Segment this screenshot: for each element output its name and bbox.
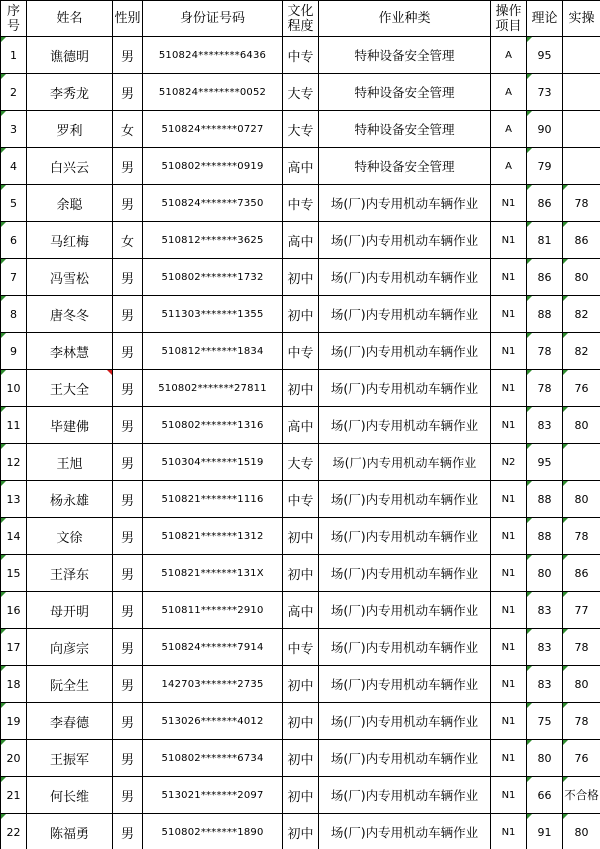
cell-no[interactable]: 18	[1, 666, 27, 703]
table-row	[1, 111, 600, 148]
cell-job-type[interactable]: 场(厂)内专用机动车辆作业	[319, 814, 491, 849]
cell-education[interactable]: 初中	[283, 703, 319, 740]
cell-practice[interactable]: 76	[563, 370, 600, 407]
cell-no[interactable]: 11	[1, 407, 27, 444]
cell-job-type[interactable]: 场(厂)内专用机动车辆作业	[319, 592, 491, 629]
cell-education[interactable]: 中专	[283, 185, 319, 222]
cell-no[interactable]: 9	[1, 333, 27, 370]
cell-id-number[interactable]: 510802*******27811	[143, 370, 283, 407]
cell-job-type[interactable]: 场(厂)内专用机动车辆作业	[319, 333, 491, 370]
cell-no[interactable]: 6	[1, 222, 27, 259]
table-row	[1, 592, 600, 629]
cell-practice[interactable]	[563, 444, 600, 481]
header-practice[interactable]: 实操	[563, 1, 600, 37]
cell-id-number[interactable]: 510824*******7914	[143, 629, 283, 666]
header-id[interactable]: 身份证号码	[143, 1, 283, 37]
cell-operation[interactable]: N1	[491, 555, 527, 592]
cell-no[interactable]: 20	[1, 740, 27, 777]
cell-theory[interactable]: 88	[527, 518, 563, 555]
cell-practice[interactable]: 78	[563, 629, 600, 666]
table-row	[1, 740, 600, 777]
cell-no[interactable]: 3	[1, 111, 27, 148]
cell-no[interactable]: 12	[1, 444, 27, 481]
cell-practice[interactable]	[563, 74, 600, 111]
cell-no[interactable]: 22	[1, 814, 27, 849]
cell-theory[interactable]: 86	[527, 185, 563, 222]
cell-no[interactable]: 15	[1, 555, 27, 592]
cell-operation[interactable]: N1	[491, 481, 527, 518]
cell-no[interactable]: 21	[1, 777, 27, 814]
cell-name[interactable]: 李秀龙	[27, 74, 113, 111]
cell-operation[interactable]: N1	[491, 333, 527, 370]
cell-id-number[interactable]: 510821*******131X	[143, 555, 283, 592]
cell-practice[interactable]	[563, 111, 600, 148]
cell-operation[interactable]: N1	[491, 370, 527, 407]
cell-job-type[interactable]: 特种设备安全管理	[319, 148, 491, 185]
cell-name[interactable]: 李春德	[27, 703, 113, 740]
cell-theory[interactable]: 78	[527, 333, 563, 370]
table-row	[1, 37, 600, 74]
cell-sex[interactable]: 男	[113, 444, 143, 481]
cell-no[interactable]: 14	[1, 518, 27, 555]
header-op[interactable]: 操作项目	[491, 1, 527, 37]
cell-operation[interactable]: N1	[491, 259, 527, 296]
header-row	[1, 1, 600, 37]
cell-practice[interactable]: 86	[563, 222, 600, 259]
cell-operation[interactable]: N1	[491, 185, 527, 222]
cell-job-type[interactable]: 场(厂)内专用机动车辆作业	[319, 629, 491, 666]
cell-id-number[interactable]: 513026*******4012	[143, 703, 283, 740]
cell-education[interactable]: 初中	[283, 814, 319, 849]
cell-operation[interactable]: N1	[491, 666, 527, 703]
cell-education[interactable]: 中专	[283, 629, 319, 666]
cell-job-type[interactable]: 场(厂)内专用机动车辆作业	[319, 777, 491, 814]
cell-sex[interactable]: 男	[113, 703, 143, 740]
cell-no[interactable]: 8	[1, 296, 27, 333]
cell-name[interactable]: 白兴云	[27, 148, 113, 185]
table-row	[1, 481, 600, 518]
cell-theory[interactable]: 95	[527, 444, 563, 481]
cell-operation[interactable]: N1	[491, 740, 527, 777]
cell-sex[interactable]: 男	[113, 777, 143, 814]
cell-job-type[interactable]: 特种设备安全管理	[319, 37, 491, 74]
cell-name[interactable]: 冯雪松	[27, 259, 113, 296]
cell-id-number[interactable]: 513021*******2097	[143, 777, 283, 814]
cell-education[interactable]: 高中	[283, 222, 319, 259]
cell-job-type[interactable]: 场(厂)内专用机动车辆作业	[319, 370, 491, 407]
cell-education[interactable]: 大专	[283, 444, 319, 481]
cell-sex[interactable]: 男	[113, 333, 143, 370]
header-no[interactable]: 序号	[1, 1, 27, 37]
cell-no[interactable]: 2	[1, 74, 27, 111]
cell-id-number[interactable]: 510802*******1316	[143, 407, 283, 444]
table-row	[1, 296, 600, 333]
cell-education[interactable]: 初中	[283, 370, 319, 407]
cell-sex[interactable]: 男	[113, 740, 143, 777]
cell-education[interactable]: 中专	[283, 333, 319, 370]
cell-name[interactable]: 罗利	[27, 111, 113, 148]
cell-name[interactable]: 王旭	[27, 444, 113, 481]
cell-name[interactable]: 母开明	[27, 592, 113, 629]
cell-practice[interactable]: 82	[563, 333, 600, 370]
cell-operation[interactable]: N2	[491, 444, 527, 481]
table-row	[1, 814, 600, 849]
cell-job-type[interactable]: 场(厂)内专用机动车辆作业	[319, 740, 491, 777]
cell-no[interactable]: 19	[1, 703, 27, 740]
cell-education[interactable]: 中专	[283, 481, 319, 518]
table-row	[1, 666, 600, 703]
cell-practice[interactable]: 80	[563, 407, 600, 444]
cell-sex[interactable]: 男	[113, 407, 143, 444]
cell-id-number[interactable]: 510824********0052	[143, 74, 283, 111]
cell-practice[interactable]	[563, 37, 600, 74]
cell-name[interactable]: 何长维	[27, 777, 113, 814]
cell-id-number[interactable]: 510304*******1519	[143, 444, 283, 481]
cell-name[interactable]: 阮全生	[27, 666, 113, 703]
cell-sex[interactable]: 男	[113, 592, 143, 629]
table-row	[1, 555, 600, 592]
cell-sex[interactable]: 男	[113, 74, 143, 111]
cell-theory[interactable]: 88	[527, 481, 563, 518]
cell-sex[interactable]: 男	[113, 370, 143, 407]
cell-sex[interactable]: 女	[113, 111, 143, 148]
cell-no[interactable]: 7	[1, 259, 27, 296]
cell-name[interactable]: 余聪	[27, 185, 113, 222]
cell-practice[interactable]: 78	[563, 518, 600, 555]
cell-theory[interactable]: 95	[527, 37, 563, 74]
cell-education[interactable]: 初中	[283, 777, 319, 814]
cell-sex[interactable]: 男	[113, 518, 143, 555]
cell-no[interactable]: 17	[1, 629, 27, 666]
cell-id-number[interactable]: 510802*******6734	[143, 740, 283, 777]
cell-id-number[interactable]: 510811*******2910	[143, 592, 283, 629]
table-row	[1, 185, 600, 222]
cell-sex[interactable]: 男	[113, 666, 143, 703]
cell-job-type[interactable]: 场(厂)内专用机动车辆作业	[319, 481, 491, 518]
cell-practice[interactable]: 78	[563, 185, 600, 222]
table-row	[1, 222, 600, 259]
cell-operation[interactable]: N1	[491, 592, 527, 629]
cell-job-type[interactable]: 特种设备安全管理	[319, 111, 491, 148]
table-row	[1, 148, 600, 185]
cell-no[interactable]: 4	[1, 148, 27, 185]
table-row	[1, 629, 600, 666]
cell-operation[interactable]: N1	[491, 777, 527, 814]
cell-theory[interactable]: 66	[527, 777, 563, 814]
cell-education[interactable]: 初中	[283, 555, 319, 592]
cell-name[interactable]: 向彦宗	[27, 629, 113, 666]
cell-operation[interactable]: N1	[491, 703, 527, 740]
cell-theory[interactable]: 78	[527, 370, 563, 407]
cell-name[interactable]: 马红梅	[27, 222, 113, 259]
cell-operation[interactable]: N1	[491, 518, 527, 555]
cell-theory[interactable]: 83	[527, 407, 563, 444]
cell-theory[interactable]: 91	[527, 814, 563, 849]
cell-job-type[interactable]: 场(厂)内专用机动车辆作业	[319, 666, 491, 703]
cell-name[interactable]: 陈福勇	[27, 814, 113, 849]
cell-operation[interactable]: N1	[491, 629, 527, 666]
table-row	[1, 259, 600, 296]
cell-operation[interactable]: A	[491, 74, 527, 111]
cell-no[interactable]: 10	[1, 370, 27, 407]
cell-id-number[interactable]: 510824*******7350	[143, 185, 283, 222]
cell-education[interactable]: 大专	[283, 74, 319, 111]
cell-theory[interactable]: 80	[527, 555, 563, 592]
cell-job-type[interactable]: 场(厂)内专用机动车辆作业	[319, 555, 491, 592]
cell-id-number[interactable]: 510824********6436	[143, 37, 283, 74]
cell-name[interactable]: 文徐	[27, 518, 113, 555]
cell-sex[interactable]: 女	[113, 222, 143, 259]
table-row	[1, 370, 600, 407]
cell-id-number[interactable]: 510821*******1116	[143, 481, 283, 518]
cell-sex[interactable]: 男	[113, 629, 143, 666]
cell-education[interactable]: 初中	[283, 518, 319, 555]
cell-practice[interactable]: 80	[563, 814, 600, 849]
cell-theory[interactable]: 75	[527, 703, 563, 740]
cell-job-type[interactable]: 场(厂)内专用机动车辆作业	[319, 185, 491, 222]
table-row	[1, 518, 600, 555]
cell-name[interactable]: 李林慧	[27, 333, 113, 370]
cell-practice[interactable]: 82	[563, 296, 600, 333]
cell-education[interactable]: 初中	[283, 740, 319, 777]
cell-education[interactable]: 大专	[283, 111, 319, 148]
cell-sex[interactable]: 男	[113, 259, 143, 296]
header-job[interactable]: 作业种类	[319, 1, 491, 37]
header-name[interactable]: 姓名	[27, 1, 113, 37]
cell-practice[interactable]: 80	[563, 666, 600, 703]
cell-sex[interactable]: 男	[113, 296, 143, 333]
cell-sex[interactable]: 男	[113, 185, 143, 222]
cell-practice[interactable]: 不合格	[563, 777, 600, 814]
cell-job-type[interactable]: 场(厂)内专用机动车辆作业	[319, 518, 491, 555]
cell-name[interactable]: 杨永雄	[27, 481, 113, 518]
cell-operation[interactable]: N1	[491, 296, 527, 333]
cell-practice[interactable]: 77	[563, 592, 600, 629]
cell-id-number[interactable]: 510821*******1312	[143, 518, 283, 555]
cell-job-type[interactable]: 场(厂)内专用机动车辆作业	[319, 407, 491, 444]
header-edu[interactable]: 文化程度	[283, 1, 319, 37]
cell-theory[interactable]: 80	[527, 740, 563, 777]
cell-education[interactable]: 高中	[283, 407, 319, 444]
cell-id-number[interactable]: 510812*******1834	[143, 333, 283, 370]
cell-job-type[interactable]: 场(厂)内专用机动车辆作业	[319, 222, 491, 259]
cell-job-type[interactable]: 场(厂)内专用机动车辆作业	[319, 259, 491, 296]
table-row	[1, 703, 600, 740]
cell-job-type[interactable]: 场(厂)内专用机动车辆作业	[319, 444, 491, 481]
cell-theory[interactable]: 86	[527, 259, 563, 296]
cell-practice[interactable]: 76	[563, 740, 600, 777]
table-body	[1, 37, 600, 849]
cell-theory[interactable]: 83	[527, 666, 563, 703]
cell-id-number[interactable]: 142703*******2735	[143, 666, 283, 703]
cell-job-type[interactable]: 场(厂)内专用机动车辆作业	[319, 703, 491, 740]
cell-no[interactable]: 1	[1, 37, 27, 74]
cell-no[interactable]: 16	[1, 592, 27, 629]
cell-operation[interactable]: N1	[491, 222, 527, 259]
cell-education[interactable]: 中专	[283, 37, 319, 74]
cell-name[interactable]: 唐冬冬	[27, 296, 113, 333]
cell-sex[interactable]: 男	[113, 814, 143, 849]
table-row	[1, 444, 600, 481]
table-row	[1, 333, 600, 370]
table-row	[1, 74, 600, 111]
cell-education[interactable]: 初中	[283, 259, 319, 296]
cell-id-number[interactable]: 510812*******3625	[143, 222, 283, 259]
cell-practice[interactable]: 80	[563, 259, 600, 296]
cell-job-type[interactable]: 场(厂)内专用机动车辆作业	[319, 296, 491, 333]
cell-theory[interactable]: 79	[527, 148, 563, 185]
cell-no[interactable]: 5	[1, 185, 27, 222]
cell-education[interactable]: 高中	[283, 148, 319, 185]
cell-theory[interactable]: 90	[527, 111, 563, 148]
cell-id-number[interactable]: 510802*******1890	[143, 814, 283, 849]
cell-operation[interactable]: N1	[491, 407, 527, 444]
cell-sex[interactable]: 男	[113, 555, 143, 592]
cell-practice[interactable]: 78	[563, 703, 600, 740]
cell-operation[interactable]: N1	[491, 814, 527, 849]
cell-sex[interactable]: 男	[113, 148, 143, 185]
cell-name[interactable]: 谯德明	[27, 37, 113, 74]
table-row	[1, 777, 600, 814]
cell-education[interactable]: 高中	[283, 592, 319, 629]
cell-operation[interactable]: A	[491, 148, 527, 185]
cell-job-type[interactable]: 特种设备安全管理	[319, 74, 491, 111]
cell-name[interactable]: 王泽东	[27, 555, 113, 592]
cell-theory[interactable]: 83	[527, 592, 563, 629]
cell-operation[interactable]: A	[491, 111, 527, 148]
header-theory[interactable]: 理论	[527, 1, 563, 37]
cell-theory[interactable]: 88	[527, 296, 563, 333]
cell-education[interactable]: 初中	[283, 666, 319, 703]
cell-id-number[interactable]: 511303*******1355	[143, 296, 283, 333]
header-sex[interactable]: 性别	[113, 1, 143, 37]
cell-id-number[interactable]: 510802*******0919	[143, 148, 283, 185]
cell-id-number[interactable]: 510802*******1732	[143, 259, 283, 296]
cell-theory[interactable]: 83	[527, 629, 563, 666]
cell-operation[interactable]: A	[491, 37, 527, 74]
cell-education[interactable]: 初中	[283, 296, 319, 333]
cell-practice[interactable]: 86	[563, 555, 600, 592]
cell-name[interactable]: 王振军	[27, 740, 113, 777]
cell-theory[interactable]: 81	[527, 222, 563, 259]
cell-theory[interactable]: 73	[527, 74, 563, 111]
cell-no[interactable]: 13	[1, 481, 27, 518]
cell-name[interactable]: 王大全	[27, 370, 113, 407]
cell-id-number[interactable]: 510824*******0727	[143, 111, 283, 148]
cell-sex[interactable]: 男	[113, 481, 143, 518]
table-row	[1, 407, 600, 444]
cell-practice[interactable]	[563, 148, 600, 185]
cell-practice[interactable]: 80	[563, 481, 600, 518]
cell-sex[interactable]: 男	[113, 37, 143, 74]
cell-name[interactable]: 毕建佛	[27, 407, 113, 444]
